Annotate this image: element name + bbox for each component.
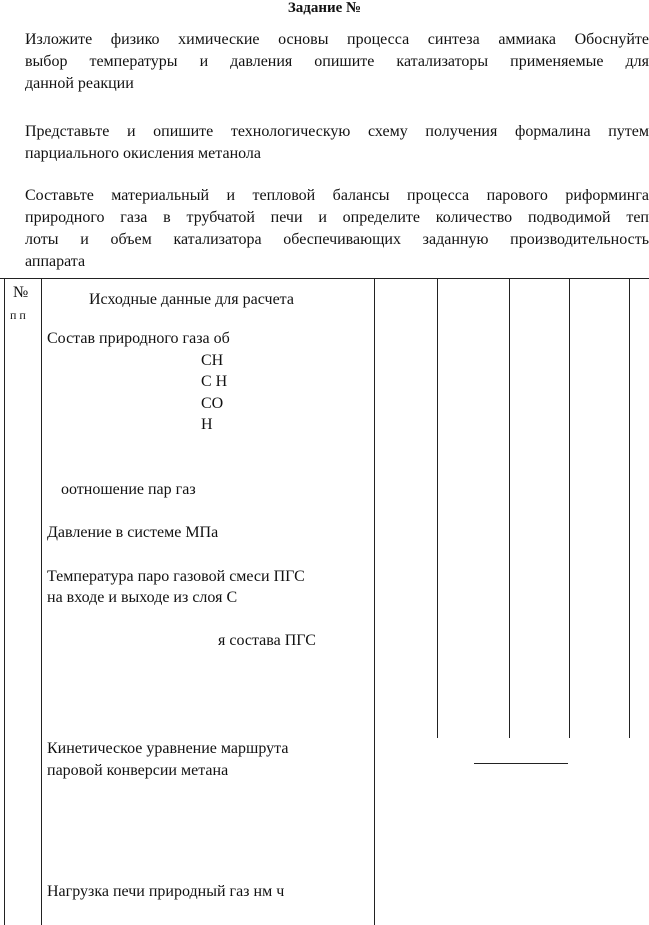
task-2-line-2: парциального окисления метанола <box>25 145 261 162</box>
table-col-divider-2 <box>509 278 510 738</box>
kinetic-equation-line-1: Кинетическое уравнение маршрута <box>47 740 289 757</box>
steam-gas-ratio-label: оотношение пар газ <box>61 481 196 498</box>
task-1-line-2: выбор температуры и давления опишите катализаторы применяемые для <box>25 53 649 70</box>
page-title: Задание № <box>287 0 362 16</box>
temperature-label-line-1: Температура паро газовой смеси ПГС <box>47 568 305 585</box>
task-3-line-2: природного газа в трубчатой печи и определите количество подводимой теп <box>25 209 649 226</box>
gas-composition-label: Состав природного газа об <box>47 330 230 347</box>
kinetic-equation-line-2: паровой конверсии метана <box>47 762 229 779</box>
table-top-border <box>0 278 649 279</box>
component-co2: СО <box>201 395 224 412</box>
fraction-line <box>474 763 568 764</box>
task-1-line-3: данной реакции <box>25 75 134 92</box>
column-number-header: № <box>13 284 29 301</box>
task-3-line-4: аппарата <box>25 253 86 270</box>
table-col-divider-4 <box>629 278 630 738</box>
component-ch4: СН <box>201 352 224 369</box>
task-3-line-3: лоты и объем катализатора обеспечивающих заданную производительность <box>25 231 649 248</box>
table-col-divider-3 <box>569 278 570 738</box>
task-3-line-1: Составьте материальный и тепловой балансы процесса парового риформинга <box>25 187 649 204</box>
task-1-line-1: Изложите физико химические основы процесса синтеза аммиака Обоснуйте <box>25 31 649 48</box>
component-h2: Н <box>201 416 213 433</box>
table-data-divider <box>374 278 375 925</box>
task-2 <box>25 121 649 165</box>
table-num-divider <box>41 278 42 925</box>
component-c2h6: С Н <box>201 373 228 390</box>
task-3 <box>25 185 649 273</box>
task-2-line-1: Представьте и опишите технологическую схему получения формалина путем <box>25 123 649 140</box>
task-1 <box>25 29 649 95</box>
table-left-border <box>4 278 5 925</box>
pressure-label: Давление в системе МПа <box>47 524 219 541</box>
pgs-composition-label: я состава ПГС <box>218 632 316 649</box>
temperature-label-line-2: на входе и выходе из слоя С <box>47 589 238 606</box>
table-col-divider-1 <box>437 278 438 738</box>
furnace-load-label: Нагрузка печи природный газ нм ч <box>47 883 285 900</box>
column-number-subheader: п п <box>10 308 26 322</box>
column-data-header: Исходные данные для расчета <box>89 291 294 308</box>
